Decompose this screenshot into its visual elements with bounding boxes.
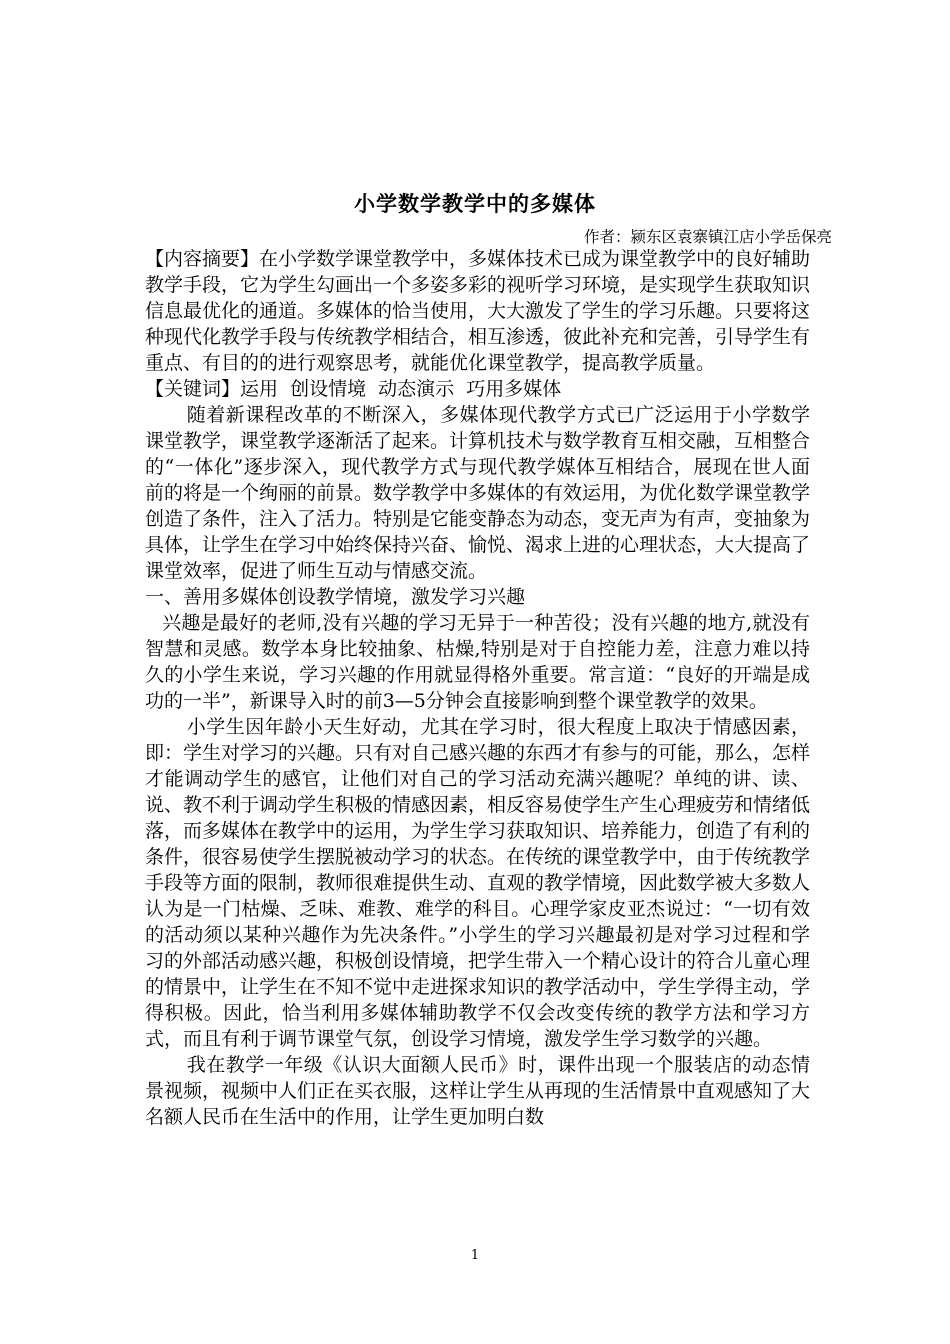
document-body xyxy=(145,246,810,1130)
body-paragraph: 小学生因年龄小天生好动，尤其在学习时，很大程度上取决于情感因素，即：学生对学习的兴趣。只有对自己感兴趣的东西才有参与的可能，那么，怎样才能调动学生的感官，让他们对自己的学习活动充满兴趣呢？单纯的讲、读、说、教不利于调动学生积极的情感因素，相反容易使学生产生心理疲劳和情绪低落，而多媒体在教学中的运用，为学生学习获取知识、培养能力，创造了有利的条件，很容易使学生摆脱被动学习的状态。在传统的课堂教学中，由于传统教学手段等方面的限制，教师很难提供生动、直观的教学情境，因此数学被大多数人认为是一门枯燥、乏味、难教、难学的科目。心理学家皮亚杰说过：“一切有效的活动须以某种兴趣作为先决条件。”小学生的学习兴趣最初是对学习过程和学习的外部活动感兴趣，积极创设情境，把学生带入一个精心设计的符合儿童心理的情景中，让学生在不知不觉中走进探求知识的教学活动中，学生学得主动，学得积极。因此，恰当利用多媒体辅助教学不仅会改变传统的教学方法和学习方式，而且有利于调节课堂气氛，创设学习情境，激发学生学习数学的兴趣。 xyxy=(145,716,811,1050)
author-line: 作者：颍东区袁寨镇江店小学岳保亮 xyxy=(583,228,832,246)
keywords-paragraph: 【关键词】运用 创设情境 动态演示 巧用多媒体 xyxy=(145,378,562,400)
intro-paragraph: 随着新课程改革的不断深入，多媒体现代教学方式已广泛运用于小学数学课堂教学，课堂教学逐渐活了起来。计算机技术与数学教育互相交融，互相整合的“一体化”逐步深入，现代教学方式与现代教学媒体互相结合，展现在世人面前的将是一个绚丽的前景。数学教学中多媒体的有效运用，为优化数学课堂教学创造了条件，注入了活力。特别是它能变静态为动态，变无声为有声，变抽象为具体，让学生在学习中始终保持兴奋、愉悦、渴求上进的心理状态，大大提高了课堂效率，促进了师生互动与情感交流。 xyxy=(145,404,811,582)
body-paragraph: 我在教学一年级《认识大面额人民币》时，课件出现一个服装店的动态情景视频，视频中人们正在买衣服，这样让学生从再现的生活情景中直观感知了大名额人民币在生活中的作用，让学生更加明白数 xyxy=(145,1054,811,1128)
section-heading: 一、善用多媒体创设教学情境，激发学习兴趣 xyxy=(145,586,526,608)
body-paragraph: 兴趣是最好的老师,没有兴趣的学习无异于一种苦役；没有兴趣的地方,就没有智慧和灵感。数学本身比较抽象、枯燥,特别是对于自控能力差，注意力难以持久的小学生来说，学习兴趣的作用就显得格外重要。常言道：“良好的开端是成功的一半”，新课导入时的前3—5分钟会直接影响到整个课堂教学的效果。 xyxy=(145,612,810,712)
page-number: 1 xyxy=(470,1248,480,1263)
document-title: 小学数学教学中的多媒体 xyxy=(354,192,596,216)
abstract-paragraph: 【内容摘要】在小学数学课堂教学中，多媒体技术已成为课堂教学中的良好辅助教学手段，它为学生勾画出一个多姿多彩的视听学习环境，是实现学生获取知识信息最优化的通道。多媒体的恰当使用，大大激发了学生的学习乐趣。只要将这种现代化教学手段与传统教学相结合，相互渗透，彼此补充和完善，引导学生有重点、有目的的进行观察思考，就能优化课堂教学，提高教学质量。 xyxy=(145,248,811,374)
